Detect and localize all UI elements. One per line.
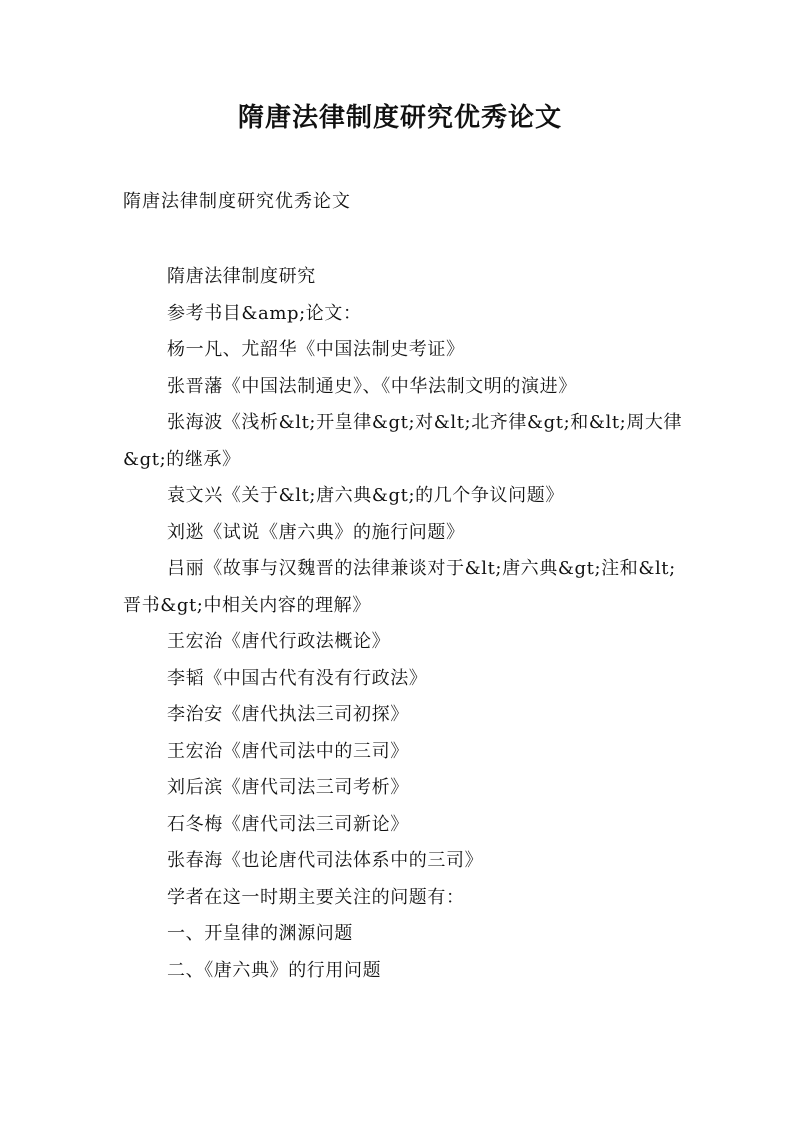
paragraph: 一、开皇律的渊源问题: [167, 923, 353, 944]
paragraph: 王宏治《唐代行政法概论》: [167, 631, 391, 652]
paragraph: 李治安《唐代执法三司初探》: [167, 704, 409, 725]
paragraph: 王宏治《唐代司法中的三司》: [167, 740, 409, 762]
paragraph: 二、《唐六典》的行用问题: [167, 959, 382, 981]
paragraph: 学者在这一时期主要关注的问题有：: [167, 886, 465, 908]
document-subtitle: 隋唐法律制度研究优秀论文: [123, 191, 351, 212]
paragraph: 刘后滨《唐代司法三司考析》: [167, 777, 409, 798]
paragraph: 李韬《中国古代有没有行政法》: [167, 667, 428, 689]
paragraph: 吕丽《故事与汉魏晋的法律兼谈对于&lt;唐六典&gt;注和&lt;晋书&gt;中相关内容的理解》: [123, 558, 676, 616]
paragraph: 袁文兴《关于&lt;唐六典&gt;的几个争议问题》: [167, 485, 564, 506]
paragraph: 杨一凡、尤韶华《中国法制史考证》: [167, 339, 465, 360]
paragraph: 参考书目&amp;论文：: [167, 302, 362, 324]
paragraph: 张晋藩《中国法制通史》、《中华法制文明的演进》: [167, 375, 577, 397]
page-title: 隋唐法律制度研究优秀论文: [237, 103, 562, 133]
paragraph: 张春海《也论唐代司法体系中的三司》: [167, 850, 484, 871]
paragraph: 石冬梅《唐代司法三司新论》: [167, 813, 409, 835]
paragraph: 隋唐法律制度研究: [167, 266, 316, 287]
paragraph: 刘逖《试说《唐六典》的施行问题》: [167, 521, 465, 543]
document-body: [123, 259, 693, 989]
paragraph: 张海波《浅析&lt;开皇律&gt;对&lt;北齐律&gt;和&lt;周大律&gt;的继承》: [123, 412, 683, 470]
